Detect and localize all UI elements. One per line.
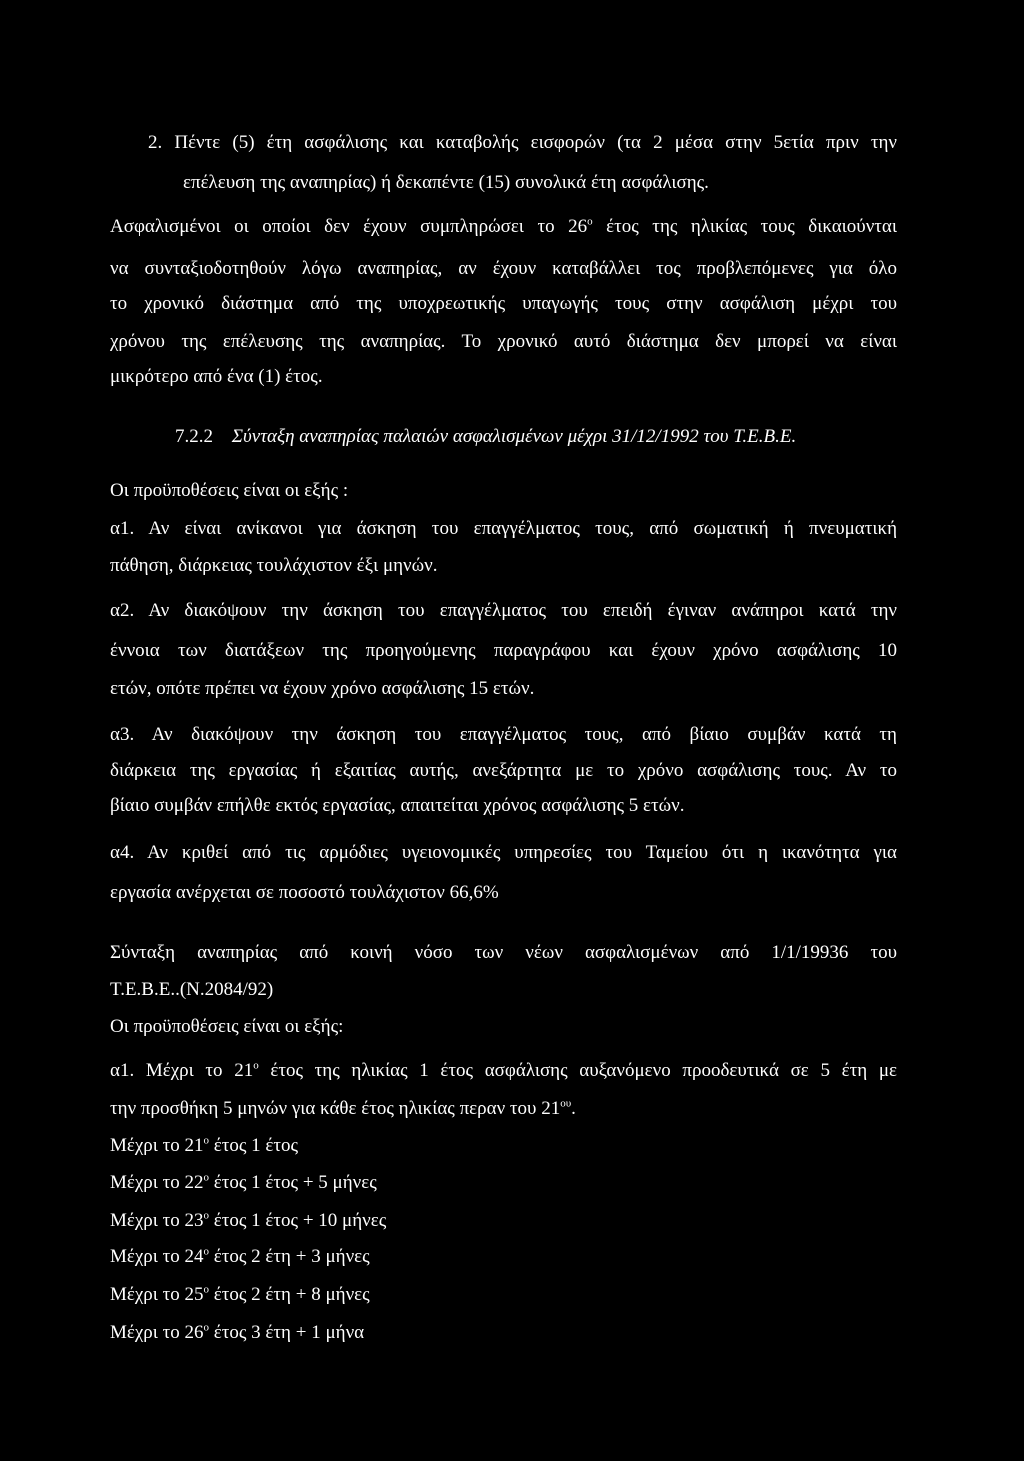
new-line1: Σύνταξη αναπηρίας από κοινή νόσο των νέων ασφαλισμένων από 1/1/19936 του <box>110 942 897 963</box>
b1-line2: την προσθήκη 5 μηνών για κάθε έτος ηλικίας περαν του $21^{o\upsilon}$. <box>110 1097 576 1119</box>
a1-line1: α1. Αν είναι ανίκανοι για άσκηση του επαγγέλματος τους, από σωματική ή πνευματική <box>110 518 897 539</box>
para1-line4: χρόνου της επέλευσης της αναπηρίας. Το χρονικό αυτό διάστημα δεν μπορεί να είναι <box>110 331 897 352</box>
section-number: 7.2.2 <box>175 426 213 447</box>
schedule-item: Μέχρι το $25^o$ έτος 2 έτη + 8 μήνες <box>110 1283 370 1305</box>
para1-line1: Ασφαλισμένοι οι οποίοι δεν έχουν συμπληρώσει το $26^o$ έτος της ηλικίας τους δικαιούνται <box>110 215 897 237</box>
b1-line1: α1. Μέχρι το $21^o$ έτος της ηλικίας 1 έτος ασφάλισης αυξανόμενο προοδευτικά σε 5 έτη με <box>110 1059 897 1081</box>
new-line2: Τ.Ε.Β.Ε..(Ν.2084/92) <box>110 979 274 1000</box>
item2-line2: επέλευση της αναπηρίας) ή δεκαπέντε (15) συνολικά έτη ασφάλισης. <box>183 172 709 193</box>
schedule-item: Μέχρι το $26^o$ έτος 3 έτη + 1 μήνα <box>110 1321 365 1343</box>
new-conditions-intro: Οι προϋποθέσεις είναι οι εξής: <box>110 1016 344 1037</box>
a2-line2: έννοια των διατάξεων της προηγούμενης παραγράφου και έχουν χρόνο ασφάλισης 10 <box>110 640 897 661</box>
a4-line2: εργασία ανέρχεται σε ποσοστό τουλάχιστον 66,6% <box>110 882 499 903</box>
para1-line5: μικρότερο από ένα (1) έτος. <box>110 366 323 387</box>
a3-line3: βίαιο συμβάν επήλθε εκτός εργασίας, απαιτείται χρόνος ασφάλισης 5 ετών. <box>110 795 685 816</box>
item2-line1: 2. Πέντε (5) έτη ασφάλισης και καταβολής εισφορών (τα 2 μέσα στην 5ετία πριν την <box>148 132 897 153</box>
a2-line3: ετών, οπότε πρέπει να έχουν χρόνο ασφάλισης 15 ετών. <box>110 678 535 699</box>
a3-line2: διάρκεια της εργασίας ή εξαιτίας αυτής, ανεξάρτητα με το χρόνο ασφάλισης τους. Αν το <box>110 760 897 781</box>
schedule-item: Μέχρι το $21^o$ έτος 1 έτος <box>110 1134 299 1156</box>
section-title: Σύνταξη αναπηρίας παλαιών ασφαλισμένων μέχρι 31/12/1992 του Τ.Ε.Β.Ε. <box>231 426 797 447</box>
schedule-item: Μέχρι το $22^o$ έτος 1 έτος + 5 μήνες <box>110 1171 377 1193</box>
a1-line2: πάθηση, διάρκειας τουλάχιστον έξι μηνών. <box>110 555 438 576</box>
para1-line3: το χρονικό διάστημα από της υποχρεωτικής υπαγωγής τους στην ασφάλιση μέχρι του <box>110 293 897 314</box>
conditions-intro: Οι προϋποθέσεις είναι οι εξής : <box>110 480 349 501</box>
para1-line2: να συνταξιοδοτηθούν λόγω αναπηρίας, αν έχουν καταβάλλει τος προβλεπόμενες για όλο <box>110 258 897 279</box>
section-heading <box>175 426 962 448</box>
schedule-item: Μέχρι το $23^o$ έτος 1 έτος + 10 μήνες <box>110 1209 387 1231</box>
a2-line1: α2. Αν διακόψουν την άσκηση του επαγγέλματος του επειδή έγιναν ανάπηροι κατά την <box>110 600 897 621</box>
a3-line1: α3. Αν διακόψουν την άσκηση του επαγγέλματος τους, από βίαιο συμβάν κατά τη <box>110 724 897 745</box>
schedule-item: Μέχρι το $24^o$ έτος 2 έτη + 3 μήνες <box>110 1245 370 1267</box>
a4-line1: α4. Αν κριθεί από τις αρμόδιες υγειονομικές υπηρεσίες του Ταμείου ότι η ικανότητα για <box>110 842 897 863</box>
